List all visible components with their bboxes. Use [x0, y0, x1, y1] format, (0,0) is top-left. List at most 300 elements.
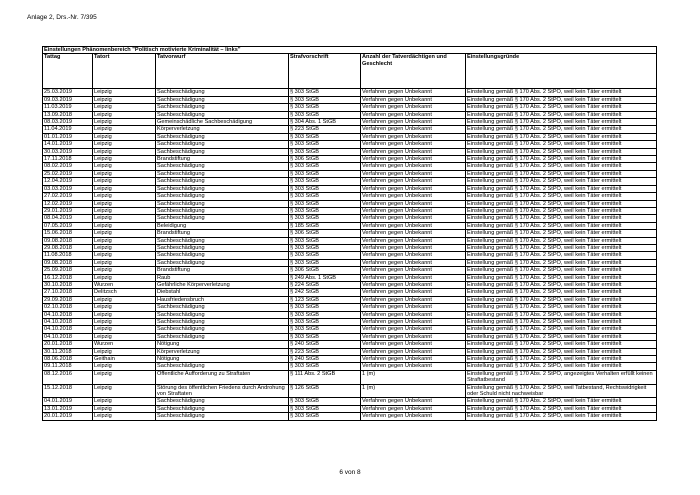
cell-strafvorschrift: § 306 StGB	[289, 230, 361, 237]
table-row	[43, 126, 657, 133]
table-row	[43, 104, 657, 111]
cell-strafvorschrift: § 303 StGB	[289, 304, 361, 311]
cell-einstellungsgrund: Einstellung gemäß § 170 Abs. 2 StPO, weil kein Täter ermittelt	[466, 405, 657, 412]
column-header-einstellungsgruende: Einstellungsgründe	[466, 54, 657, 89]
table-row	[43, 141, 657, 148]
table-row	[43, 281, 657, 288]
cell-tatverdaechtige: Verfahren gegen Unbekannt	[361, 304, 466, 311]
table-row	[43, 326, 657, 333]
cell-strafvorschrift: § 306 StGB	[289, 156, 361, 163]
cell-einstellungsgrund: Einstellung gemäß § 170 Abs. 2 StPO, weil kein Täter ermittelt	[466, 126, 657, 133]
cell-tatvorwurf: Nötigung	[156, 356, 289, 363]
cell-tatverdaechtige: Verfahren gegen Unbekannt	[361, 207, 466, 214]
cell-tatverdaechtige: Verfahren gegen Unbekannt	[361, 119, 466, 126]
cell-tatort: Leipzig	[93, 363, 156, 370]
cell-tatort: Wurzen	[93, 341, 156, 348]
cell-einstellungsgrund: Einstellung gemäß § 170 Abs. 2 StPO, weil kein Täter ermittelt	[466, 363, 657, 370]
cell-einstellungsgrund: Einstellung gemäß § 170 Abs. 2 StPO, weil kein Täter ermittelt	[466, 341, 657, 348]
cell-tatort: Leipzig	[93, 96, 156, 103]
cell-tatort: Leipzig	[93, 133, 156, 140]
cell-einstellungsgrund: Einstellung gemäß § 170 Abs. 2 StPO, weil kein Täter ermittelt	[466, 267, 657, 274]
table-row	[43, 185, 657, 192]
cell-tatverdaechtige: Verfahren gegen Unbekannt	[361, 289, 466, 296]
cell-tatort: Leipzig	[93, 222, 156, 229]
cell-tatvorwurf: Beleidigung	[156, 222, 289, 229]
cell-strafvorschrift: § 303 StGB	[289, 259, 361, 266]
cell-tatverdaechtige: Verfahren gegen Unbekannt	[361, 363, 466, 370]
cell-einstellungsgrund: Einstellung gemäß § 170 Abs. 2 StPO, weil kein Täter ermittelt	[466, 244, 657, 251]
cell-tatort: Leipzig	[93, 413, 156, 420]
cell-tattag: 30.10.2018	[43, 281, 93, 288]
page-current: 6	[339, 469, 343, 476]
cell-strafvorschrift: § 303 StGB	[289, 363, 361, 370]
cell-tattag: 13.09.2018	[43, 111, 93, 118]
cell-strafvorschrift: § 303 StGB	[289, 141, 361, 148]
cell-tatort: Leipzig	[93, 119, 156, 126]
cell-tatverdaechtige: Verfahren gegen Unbekannt	[361, 259, 466, 266]
cell-tattag: 04.01.2019	[43, 398, 93, 405]
cell-einstellungsgrund: Einstellung gemäß § 170 Abs. 2 StPO, weil kein Täter ermittelt	[466, 281, 657, 288]
column-header-tatvorwurf: Tatvorwurf	[156, 54, 289, 89]
cell-tatvorwurf: Sachbeschädigung	[156, 333, 289, 340]
table-row	[43, 252, 657, 259]
page-total: 8	[357, 469, 361, 476]
table-row	[43, 267, 657, 274]
cell-tatverdaechtige: Verfahren gegen Unbekannt	[361, 244, 466, 251]
cell-einstellungsgrund: Einstellung gemäß § 170 Abs. 2 StPO, weil kein Täter ermittelt	[466, 104, 657, 111]
cell-tatort: Geithain	[93, 356, 156, 363]
cell-einstellungsgrund: Einstellung gemäß § 170 Abs. 2 StPO, weil kein Täter ermittelt	[466, 96, 657, 103]
cell-einstellungsgrund: Einstellung gemäß § 170 Abs. 2 StPO, weil kein Täter ermittelt	[466, 398, 657, 405]
table-row	[43, 348, 657, 355]
cell-tatort: Delitzsch	[93, 289, 156, 296]
cell-tattag: 04.10.2018	[43, 333, 93, 340]
cell-tattag: 13.01.2019	[43, 405, 93, 412]
cell-strafvorschrift: § 185 StGB	[289, 222, 361, 229]
cell-tattag: 08.06.2018	[43, 356, 93, 363]
cell-tattag: 09.08.2018	[43, 237, 93, 244]
cell-tatvorwurf: Sachbeschädigung	[156, 133, 289, 140]
cell-tatverdaechtige: 1 (m)	[361, 384, 466, 398]
cell-tattag: 09.03.2019	[43, 96, 93, 103]
cell-strafvorschrift: § 242 StGB	[289, 289, 361, 296]
cell-tatvorwurf: Sachbeschädigung	[156, 326, 289, 333]
cell-strafvorschrift: § 303 StGB	[289, 237, 361, 244]
column-header-tatverdaechtige: Anzahl der Tatverdächtigen und Geschlecht	[361, 54, 466, 89]
cell-tatverdaechtige: Verfahren gegen Unbekannt	[361, 356, 466, 363]
cell-tatverdaechtige: Verfahren gegen Unbekannt	[361, 252, 466, 259]
table-row	[43, 193, 657, 200]
cell-einstellungsgrund: Einstellung gemäß § 170 Abs. 2 StPO, weil kein Täter ermittelt	[466, 326, 657, 333]
cell-tattag: 11.04.2019	[43, 126, 93, 133]
cell-einstellungsgrund: Einstellung gemäß § 170 Abs. 2 StPO, weil kein Täter ermittelt	[466, 170, 657, 177]
table-row	[43, 156, 657, 163]
cell-strafvorschrift: § 303 StGB	[289, 178, 361, 185]
cell-tatvorwurf: Sachbeschädigung	[156, 178, 289, 185]
cell-tatverdaechtige: Verfahren gegen Unbekannt	[361, 156, 466, 163]
cell-tatverdaechtige: Verfahren gegen Unbekannt	[361, 111, 466, 118]
cell-tatvorwurf: Körperverletzung	[156, 348, 289, 355]
cell-tatort: Leipzig	[93, 193, 156, 200]
cell-tattag: 04.10.2018	[43, 311, 93, 318]
cell-strafvorschrift: § 223 StGB	[289, 126, 361, 133]
cell-einstellungsgrund: Einstellung gemäß § 170 Abs. 2 StPO, weil kein Täter ermittelt	[466, 207, 657, 214]
page-number	[0, 469, 700, 476]
cell-tatvorwurf: Körperverletzung	[156, 126, 289, 133]
cell-einstellungsgrund: Einstellung gemäß § 170 Abs. 2 StPO, weil kein Täter ermittelt	[466, 156, 657, 163]
cell-tattag: 11.08.2018	[43, 252, 93, 259]
cell-einstellungsgrund: Einstellung gemäß § 170 Abs. 2 StPO, weil kein Täter ermittelt	[466, 119, 657, 126]
cell-tatort: Leipzig	[93, 170, 156, 177]
cell-einstellungsgrund: Einstellung gemäß § 170 Abs. 2 StPO, weil kein Täter ermittelt	[466, 178, 657, 185]
cell-tatort: Leipzig	[93, 237, 156, 244]
cell-tatverdaechtige: Verfahren gegen Unbekannt	[361, 222, 466, 229]
cell-tatvorwurf: Diebstahl	[156, 289, 289, 296]
cell-strafvorschrift: § 303 StGB	[289, 311, 361, 318]
cell-tatort: Leipzig	[93, 244, 156, 251]
cell-einstellungsgrund: Einstellung gemäß § 170 Abs. 2 StPO, weil kein Täter ermittelt	[466, 133, 657, 140]
cases-table-container	[42, 46, 656, 421]
cell-tatvorwurf: Sachbeschädigung	[156, 413, 289, 420]
cell-tatverdaechtige: Verfahren gegen Unbekannt	[361, 296, 466, 303]
cell-strafvorschrift: § 303 StGB	[289, 193, 361, 200]
cell-tatverdaechtige: Verfahren gegen Unbekannt	[361, 311, 466, 318]
cell-tatverdaechtige: Verfahren gegen Unbekannt	[361, 267, 466, 274]
table-row	[43, 289, 657, 296]
column-header-tatort: Tatort	[93, 54, 156, 89]
cell-tatvorwurf: Sachbeschädigung	[156, 363, 289, 370]
cell-tatvorwurf: Sachbeschädigung	[156, 104, 289, 111]
cell-tattag: 17.11.2018	[43, 156, 93, 163]
cell-tatverdaechtige: Verfahren gegen Unbekannt	[361, 170, 466, 177]
cell-strafvorschrift: § 303 StGB	[289, 215, 361, 222]
cell-tatvorwurf: Gefährliche Körperverletzung	[156, 281, 289, 288]
cell-tatverdaechtige: Verfahren gegen Unbekannt	[361, 319, 466, 326]
table-row	[43, 304, 657, 311]
cell-strafvorschrift: § 303 StGB	[289, 252, 361, 259]
cell-tatort: Leipzig	[93, 126, 156, 133]
table-row	[43, 230, 657, 237]
cell-tattag: 25.03.2019	[43, 89, 93, 96]
cell-strafvorschrift: § 303 StGB	[289, 207, 361, 214]
cell-tatort: Leipzig	[93, 348, 156, 355]
cell-tatverdaechtige: Verfahren gegen Unbekannt	[361, 341, 466, 348]
cell-tatvorwurf: Sachbeschädigung	[156, 237, 289, 244]
table-row	[43, 111, 657, 118]
cell-tatverdaechtige: Verfahren gegen Unbekannt	[361, 215, 466, 222]
cell-einstellungsgrund: Einstellung gemäß § 170 Abs. 2 StPO, weil kein Täter ermittelt	[466, 289, 657, 296]
cell-tatvorwurf: Hausfriedensbruch	[156, 296, 289, 303]
cell-tattag: 08.12.2016	[43, 370, 93, 384]
cell-strafvorschrift: § 303 StGB	[289, 104, 361, 111]
table-row	[43, 178, 657, 185]
cell-strafvorschrift: § 303 StGB	[289, 319, 361, 326]
cell-einstellungsgrund: Einstellung gemäß § 170 Abs. 2 StPO, weil kein Täter ermittelt	[466, 311, 657, 318]
cell-tatvorwurf: Brandstiftung	[156, 230, 289, 237]
cell-tatort: Leipzig	[93, 111, 156, 118]
cell-tatverdaechtige: Verfahren gegen Unbekannt	[361, 333, 466, 340]
table-row	[43, 244, 657, 251]
cell-tatverdaechtige: Verfahren gegen Unbekannt	[361, 348, 466, 355]
cell-tatvorwurf: Sachbeschädigung	[156, 170, 289, 177]
table-row	[43, 405, 657, 412]
cell-tatverdaechtige: Verfahren gegen Unbekannt	[361, 104, 466, 111]
cell-tatort: Leipzig	[93, 104, 156, 111]
cell-strafvorschrift: § 303 StGB	[289, 185, 361, 192]
cell-tattag: 30.11.2018	[43, 348, 93, 355]
cell-tatverdaechtige: Verfahren gegen Unbekannt	[361, 274, 466, 281]
cell-strafvorschrift: § 123 StGB	[289, 296, 361, 303]
cell-tatort: Leipzig	[93, 178, 156, 185]
cell-tatvorwurf: Nötigung	[156, 341, 289, 348]
table-row	[43, 311, 657, 318]
cases-table	[42, 46, 657, 421]
cell-tatort: Leipzig	[93, 274, 156, 281]
cell-tatvorwurf: Raub	[156, 274, 289, 281]
cell-tatverdaechtige: Verfahren gegen Unbekannt	[361, 163, 466, 170]
cell-tatort: Leipzig	[93, 200, 156, 207]
cell-tatort: Leipzig	[93, 141, 156, 148]
cell-tatverdaechtige: Verfahren gegen Unbekannt	[361, 133, 466, 140]
cell-tatverdaechtige: Verfahren gegen Unbekannt	[361, 96, 466, 103]
cell-tattag: 02.10.2018	[43, 304, 93, 311]
cell-strafvorschrift: § 303 StGB	[289, 96, 361, 103]
table-row	[43, 163, 657, 170]
cell-einstellungsgrund: Einstellung gemäß § 170 Abs. 2 StPO, weil kein Täter ermittelt	[466, 222, 657, 229]
table-row	[43, 398, 657, 405]
cell-einstellungsgrund: Einstellung gemäß § 170 Abs. 2 StPO, weil kein Täter ermittelt	[466, 304, 657, 311]
cell-strafvorschrift: § 249 Abs. 1 StGB	[289, 274, 361, 281]
table-row	[43, 341, 657, 348]
table-row	[43, 370, 657, 384]
cell-tattag: 25.09.2018	[43, 267, 93, 274]
cell-tatverdaechtige: Verfahren gegen Unbekannt	[361, 193, 466, 200]
cell-tatort: Leipzig	[93, 319, 156, 326]
cell-tatort: Leipzig	[93, 185, 156, 192]
cell-einstellungsgrund: Einstellung gemäß § 170 Abs. 2 StPO, weil Tatbestand, Rechtswidrigkeit oder Schuld nicht nachweisbar	[466, 384, 657, 398]
cell-tatverdaechtige: Verfahren gegen Unbekannt	[361, 141, 466, 148]
cell-strafvorschrift: § 224 StGB	[289, 281, 361, 288]
cell-strafvorschrift: § 303 StGB	[289, 405, 361, 412]
cell-einstellungsgrund: Einstellung gemäß § 170 Abs. 2 StPO, weil kein Täter ermittelt	[466, 163, 657, 170]
cell-tatvorwurf: Sachbeschädigung	[156, 141, 289, 148]
cell-tatort: Leipzig	[93, 311, 156, 318]
cell-einstellungsgrund: Einstellung gemäß § 170 Abs. 2 StPO, weil kein Täter ermittelt	[466, 185, 657, 192]
table-row	[43, 89, 657, 96]
cell-strafvorschrift: § 303 StGB	[289, 148, 361, 155]
cell-tattag: 27.02.2019	[43, 193, 93, 200]
cell-einstellungsgrund: Einstellung gemäß § 170 Abs. 2 StPO, weil kein Täter ermittelt	[466, 111, 657, 118]
cell-tatvorwurf: Sachbeschädigung	[156, 405, 289, 412]
cell-einstellungsgrund: Einstellung gemäß § 170 Abs. 2 StPO, weil kein Täter ermittelt	[466, 237, 657, 244]
cell-tattag: 20.01.2018	[43, 341, 93, 348]
cell-strafvorschrift: § 303 StGB	[289, 326, 361, 333]
cell-tattag: 08.04.2019	[43, 215, 93, 222]
cell-tatort: Leipzig	[93, 370, 156, 384]
cell-tatvorwurf: Brandstiftung	[156, 156, 289, 163]
cell-strafvorschrift: § 303 StGB	[289, 333, 361, 340]
table-row	[43, 148, 657, 155]
cell-tatort: Leipzig	[93, 384, 156, 398]
cell-tattag: 27.10.2018	[43, 289, 93, 296]
cell-einstellungsgrund: Einstellung gemäß § 170 Abs. 2 StPO, weil kein Täter ermittelt	[466, 230, 657, 237]
table-header-row	[43, 54, 657, 89]
cell-tatort: Leipzig	[93, 296, 156, 303]
cell-tatverdaechtige: Verfahren gegen Unbekannt	[361, 398, 466, 405]
table-row	[43, 200, 657, 207]
cell-tattag: 25.02.2019	[43, 170, 93, 177]
table-row	[43, 215, 657, 222]
cell-tatverdaechtige: Verfahren gegen Unbekannt	[361, 126, 466, 133]
cell-tattag: 29.09.2018	[43, 296, 93, 303]
cell-tatverdaechtige: Verfahren gegen Unbekannt	[361, 413, 466, 420]
cell-tatort: Leipzig	[93, 163, 156, 170]
cell-einstellungsgrund: Einstellung gemäß § 170 Abs. 2 StPO, weil kein Täter ermittelt	[466, 141, 657, 148]
cell-einstellungsgrund: Einstellung gemäß § 170 Abs. 2 StPO, weil kein Täter ermittelt	[466, 148, 657, 155]
cell-strafvorschrift: § 126 StGB	[289, 384, 361, 398]
cell-einstellungsgrund: Einstellung gemäß § 170 Abs. 2 StPO, weil kein Täter ermittelt	[466, 348, 657, 355]
cell-tatverdaechtige: Verfahren gegen Unbekannt	[361, 237, 466, 244]
cell-tattag: 11.03.2019	[43, 104, 93, 111]
cell-tatverdaechtige: Verfahren gegen Unbekannt	[361, 200, 466, 207]
cell-einstellungsgrund: Einstellung gemäß § 170 Abs. 2 StPO, weil kein Täter ermittelt	[466, 319, 657, 326]
cell-tatvorwurf: Sachbeschädigung	[156, 259, 289, 266]
cell-tatverdaechtige: Verfahren gegen Unbekannt	[361, 281, 466, 288]
table-title: Einstellungen Phänomenbereich "Politisch motivierte Kriminalität – links"	[43, 47, 657, 54]
cell-tatvorwurf: Sachbeschädigung	[156, 96, 289, 103]
table-row	[43, 222, 657, 229]
cell-tattag: 07.05.2019	[43, 222, 93, 229]
column-header-strafvorschrift: Strafvorschrift	[289, 54, 361, 89]
cell-einstellungsgrund: Einstellung gemäß § 170 Abs. 2 StPO, weil kein Täter ermittelt	[466, 333, 657, 340]
cell-tatvorwurf: Sachbeschädigung	[156, 215, 289, 222]
cell-tattag: 08.02.2019	[43, 163, 93, 170]
cell-tatvorwurf: Sachbeschädigung	[156, 148, 289, 155]
cell-tatvorwurf: Öffentliche Aufforderung zu Straftaten	[156, 370, 289, 384]
cell-einstellungsgrund: Einstellung gemäß § 170 Abs. 2 StPO, weil kein Täter ermittelt	[466, 193, 657, 200]
cell-tattag: 08.03.2019	[43, 119, 93, 126]
cell-tatvorwurf: Sachbeschädigung	[156, 200, 289, 207]
cell-tatverdaechtige: Verfahren gegen Unbekannt	[361, 405, 466, 412]
cell-tatvorwurf: Gemeinschädliche Sachbeschädigung	[156, 119, 289, 126]
cell-strafvorschrift: § 303 StGB	[289, 413, 361, 420]
cell-tatvorwurf: Störung des öffentlichen Friedens durch Androhung von Straftaten	[156, 384, 289, 398]
cell-strafvorschrift: § 303 StGB	[289, 398, 361, 405]
cell-tatort: Leipzig	[93, 89, 156, 96]
cell-strafvorschrift: § 303 StGB	[289, 163, 361, 170]
table-row	[43, 363, 657, 370]
cell-tattag: 29.01.2019	[43, 207, 93, 214]
cell-tatvorwurf: Sachbeschädigung	[156, 311, 289, 318]
table-row	[43, 133, 657, 140]
cell-tatvorwurf: Sachbeschädigung	[156, 185, 289, 192]
cell-einstellungsgrund: Einstellung gemäß § 170 Abs. 2 StPO, weil kein Täter ermittelt	[466, 200, 657, 207]
table-row	[43, 119, 657, 126]
cell-tattag: 16.12.2018	[43, 274, 93, 281]
cell-tattag: 03.03.2019	[43, 185, 93, 192]
cell-tatvorwurf: Sachbeschädigung	[156, 252, 289, 259]
cell-tatverdaechtige: Verfahren gegen Unbekannt	[361, 326, 466, 333]
cell-tatort: Leipzig	[93, 207, 156, 214]
cell-tatort: Leipzig	[93, 326, 156, 333]
cell-tattag: 12.04.2019	[43, 178, 93, 185]
cell-strafvorschrift: § 111 Abs. 2 StGB	[289, 370, 361, 384]
table-row	[43, 384, 657, 398]
cell-strafvorschrift: § 306 StGB	[289, 267, 361, 274]
cell-tatort: Leipzig	[93, 252, 156, 259]
cell-tattag: 14.01.2019	[43, 141, 93, 148]
cell-tatort: Leipzig	[93, 215, 156, 222]
cell-strafvorschrift: § 223 StGB	[289, 348, 361, 355]
cell-tatvorwurf: Sachbeschädigung	[156, 398, 289, 405]
cell-tatvorwurf: Sachbeschädigung	[156, 89, 289, 96]
cell-einstellungsgrund: Einstellung gemäß § 170 Abs. 2 StPO, weil kein Täter ermittelt	[466, 296, 657, 303]
cell-tattag: 12.02.2019	[43, 200, 93, 207]
cell-tatort: Leipzig	[93, 259, 156, 266]
cell-tatvorwurf: Sachbeschädigung	[156, 111, 289, 118]
cell-tatverdaechtige: Verfahren gegen Unbekannt	[361, 185, 466, 192]
cell-tatvorwurf: Brandstiftung	[156, 267, 289, 274]
column-header-tattag: Tattag	[43, 54, 93, 89]
cell-tatverdaechtige: Verfahren gegen Unbekannt	[361, 89, 466, 96]
cell-einstellungsgrund: Einstellung gemäß § 170 Abs. 2 StPO, weil kein Täter ermittelt	[466, 89, 657, 96]
cell-tatverdaechtige: Verfahren gegen Unbekannt	[361, 230, 466, 237]
table-row	[43, 296, 657, 303]
cell-tatort: Leipzig	[93, 156, 156, 163]
cell-tattag: 15.12.2018	[43, 384, 93, 398]
table-row	[43, 170, 657, 177]
cell-strafvorschrift: § 240 StGB	[289, 356, 361, 363]
cell-tatort: Leipzig	[93, 405, 156, 412]
table-row	[43, 96, 657, 103]
cell-tatort: Leipzig	[93, 398, 156, 405]
table-row	[43, 207, 657, 214]
cell-einstellungsgrund: Einstellung gemäß § 170 Abs. 2 StPO, weil kein Täter ermittelt	[466, 259, 657, 266]
cell-tatverdaechtige: Verfahren gegen Unbekannt	[361, 178, 466, 185]
table-row	[43, 356, 657, 363]
cell-einstellungsgrund: Einstellung gemäß § 170 Abs. 2 StPO, weil kein Täter ermittelt	[466, 356, 657, 363]
cell-tatvorwurf: Sachbeschädigung	[156, 304, 289, 311]
table-row	[43, 237, 657, 244]
cell-tatort: Leipzig	[93, 230, 156, 237]
cell-tatort: Leipzig	[93, 304, 156, 311]
cell-strafvorschrift: § 304 Abs. 1 StGB	[289, 119, 361, 126]
cell-tattag: 09.08.2018	[43, 259, 93, 266]
cell-einstellungsgrund: Einstellung gemäß § 170 Abs. 2 StPO, weil kein Täter ermittelt	[466, 252, 657, 259]
table-row	[43, 319, 657, 326]
cell-strafvorschrift: § 303 StGB	[289, 244, 361, 251]
cell-tattag: 29.08.2018	[43, 244, 93, 251]
cell-tatvorwurf: Sachbeschädigung	[156, 207, 289, 214]
cell-tatort: Leipzig	[93, 267, 156, 274]
cell-tattag: 04.10.2018	[43, 326, 93, 333]
cell-strafvorschrift: § 303 StGB	[289, 89, 361, 96]
table-row	[43, 274, 657, 281]
cell-tatvorwurf: Sachbeschädigung	[156, 319, 289, 326]
cell-tattag: 01.01.2019	[43, 133, 93, 140]
cell-tatort: Leipzig	[93, 148, 156, 155]
table-row	[43, 259, 657, 266]
cell-tatverdaechtige: 1 (m)	[361, 370, 466, 384]
cell-strafvorschrift: § 240 StGB	[289, 341, 361, 348]
cell-tatverdaechtige: Verfahren gegen Unbekannt	[361, 148, 466, 155]
cell-strafvorschrift: § 303 StGB	[289, 111, 361, 118]
cell-einstellungsgrund: Einstellung gemäß § 170 Abs. 2 StPO, weil kein Täter ermittelt	[466, 274, 657, 281]
cell-tattag: 09.11.2018	[43, 363, 93, 370]
cell-einstellungsgrund: Einstellung gemäß § 170 Abs. 2 StPO, weil kein Täter ermittelt	[466, 413, 657, 420]
page-of-label: von	[344, 469, 356, 476]
cell-tattag: 04.10.2018	[43, 319, 93, 326]
